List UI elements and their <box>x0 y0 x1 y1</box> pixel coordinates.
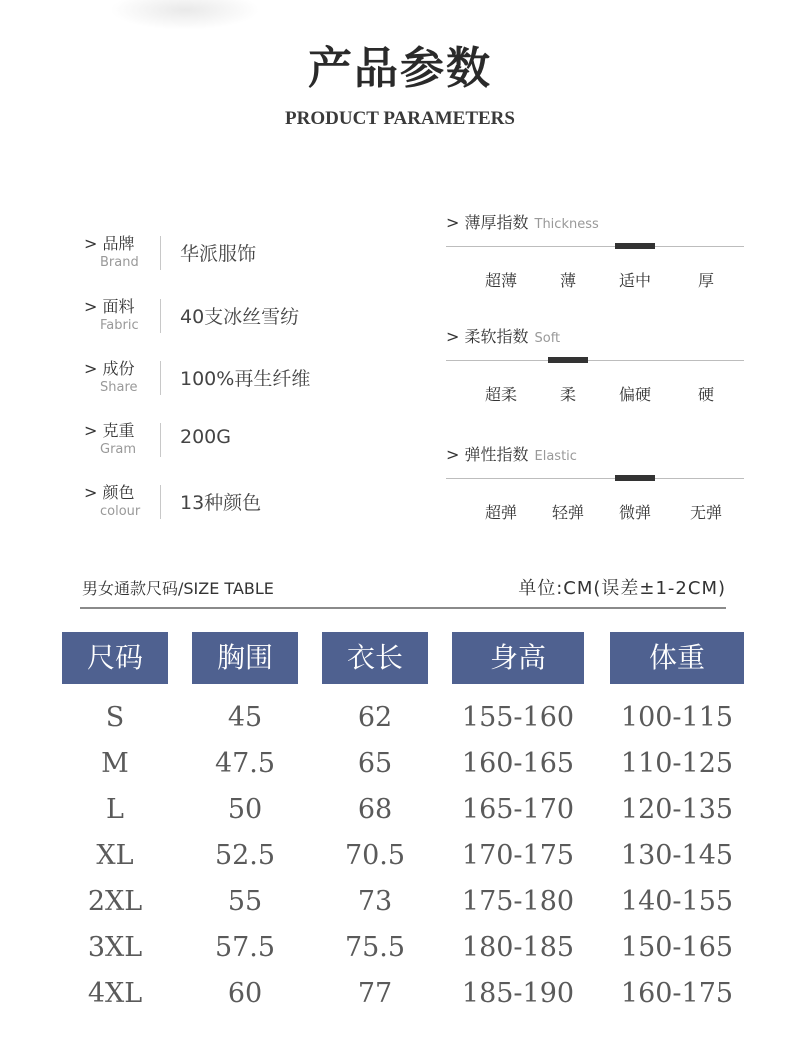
param-share <box>84 359 424 403</box>
scale-elastic <box>446 442 744 532</box>
column-header-height: 身高 <box>452 632 584 684</box>
table-cell: 57.5 <box>214 932 276 963</box>
table-cell: 175-180 <box>461 886 575 917</box>
scale-level: 柔 <box>559 385 576 404</box>
scale-level: 硬 <box>697 385 714 404</box>
column-header-size: 尺码 <box>62 632 168 684</box>
size-table-unit: 单位:CM(误差±1-2CM) <box>518 578 726 599</box>
param-fabric <box>84 297 424 341</box>
table-cell: S <box>105 702 125 733</box>
table-cell: 3XL <box>87 932 143 963</box>
param-colour <box>84 483 424 527</box>
column-header-chest: 胸围 <box>192 632 298 684</box>
param-label-en: Share <box>100 380 138 395</box>
param-label: > 品牌 <box>84 234 135 253</box>
param-label: > 成份 <box>84 359 135 378</box>
divider <box>160 423 161 457</box>
scale-indicator <box>548 357 588 363</box>
scale-title-en: Thickness <box>534 217 599 232</box>
table-cell: 45 <box>227 702 263 733</box>
param-label-en: Fabric <box>100 318 139 333</box>
column-header-weight: 体重 <box>610 632 744 684</box>
divider <box>160 361 161 395</box>
scale-title-en: Elastic <box>534 449 577 464</box>
size-table-title: 男女通款尺码/SIZE TABLE <box>82 579 274 598</box>
param-value: 13种颜色 <box>180 492 262 514</box>
scale-level: 无弹 <box>689 503 722 522</box>
scale-level: 轻弹 <box>551 503 584 522</box>
table-cell: 73 <box>357 886 393 917</box>
scale-line <box>446 246 744 247</box>
decorative-wisp <box>110 0 260 30</box>
page-subtitle: PRODUCT PARAMETERS <box>285 108 515 129</box>
param-label: > 面料 <box>84 297 135 316</box>
scale-line <box>446 478 744 479</box>
table-cell: 130-145 <box>620 840 734 871</box>
table-cell: 100-115 <box>620 702 734 733</box>
param-value: 华派服饰 <box>180 243 257 265</box>
table-cell: 4XL <box>87 978 143 1009</box>
table-cell: 62 <box>357 702 393 733</box>
divider <box>160 485 161 519</box>
table-cell: 77 <box>357 978 393 1009</box>
scale-title-en: Soft <box>534 331 561 346</box>
scale-level: 微弹 <box>618 503 651 522</box>
param-label-en: Gram <box>100 442 137 457</box>
table-cell: 150-165 <box>620 932 734 963</box>
scale-level: 厚 <box>697 271 714 290</box>
scale-level: 薄 <box>559 271 576 290</box>
param-gram <box>84 421 424 465</box>
divider <box>160 299 161 333</box>
table-cell: 155-160 <box>461 702 575 733</box>
column-header-length: 衣长 <box>322 632 428 684</box>
scale-level: 超薄 <box>484 271 517 290</box>
scale-level: 偏硬 <box>618 385 651 404</box>
table-cell: 47.5 <box>214 748 276 779</box>
scale-soft <box>446 324 744 414</box>
table-cell: 110-125 <box>620 748 734 779</box>
table-cell: 55 <box>227 886 263 917</box>
param-label: > 克重 <box>84 421 135 440</box>
table-cell: 120-135 <box>620 794 734 825</box>
scale-title: > 弹性指数 <box>446 445 529 464</box>
param-label-en: colour <box>100 504 141 519</box>
table-cell: 170-175 <box>461 840 575 871</box>
scale-indicator <box>615 243 655 249</box>
scale-level: 超柔 <box>484 385 517 404</box>
size-table-divider <box>80 607 726 609</box>
table-cell: 68 <box>357 794 393 825</box>
param-value: 100%再生纤维 <box>180 368 311 390</box>
table-cell: 75.5 <box>344 932 406 963</box>
scale-line <box>446 360 744 361</box>
scale-title: > 薄厚指数 <box>446 213 529 232</box>
divider <box>160 236 161 270</box>
param-brand <box>84 234 424 278</box>
table-cell: 70.5 <box>344 840 406 871</box>
table-cell: M <box>101 748 129 779</box>
param-value: 200G <box>180 426 231 448</box>
scale-thickness <box>446 210 744 300</box>
table-cell: XL <box>96 840 134 871</box>
param-label-en: Brand <box>100 255 139 270</box>
table-cell: 2XL <box>87 886 143 917</box>
scale-title: > 柔软指数 <box>446 327 529 346</box>
scale-level: 适中 <box>618 271 651 290</box>
table-cell: 140-155 <box>620 886 734 917</box>
param-label: > 颜色 <box>84 483 135 502</box>
table-cell: 160-175 <box>620 978 734 1009</box>
page-title: 产品参数 <box>308 43 492 94</box>
table-cell: 60 <box>227 978 263 1009</box>
table-cell: 185-190 <box>461 978 575 1009</box>
scale-level: 超弹 <box>484 503 517 522</box>
table-cell: 50 <box>227 794 263 825</box>
table-cell: L <box>106 794 124 825</box>
param-value: 40支冰丝雪纺 <box>180 306 300 328</box>
table-cell: 165-170 <box>461 794 575 825</box>
table-cell: 65 <box>357 748 393 779</box>
table-cell: 160-165 <box>461 748 575 779</box>
table-cell: 52.5 <box>214 840 276 871</box>
scale-indicator <box>615 475 655 481</box>
table-cell: 180-185 <box>461 932 575 963</box>
